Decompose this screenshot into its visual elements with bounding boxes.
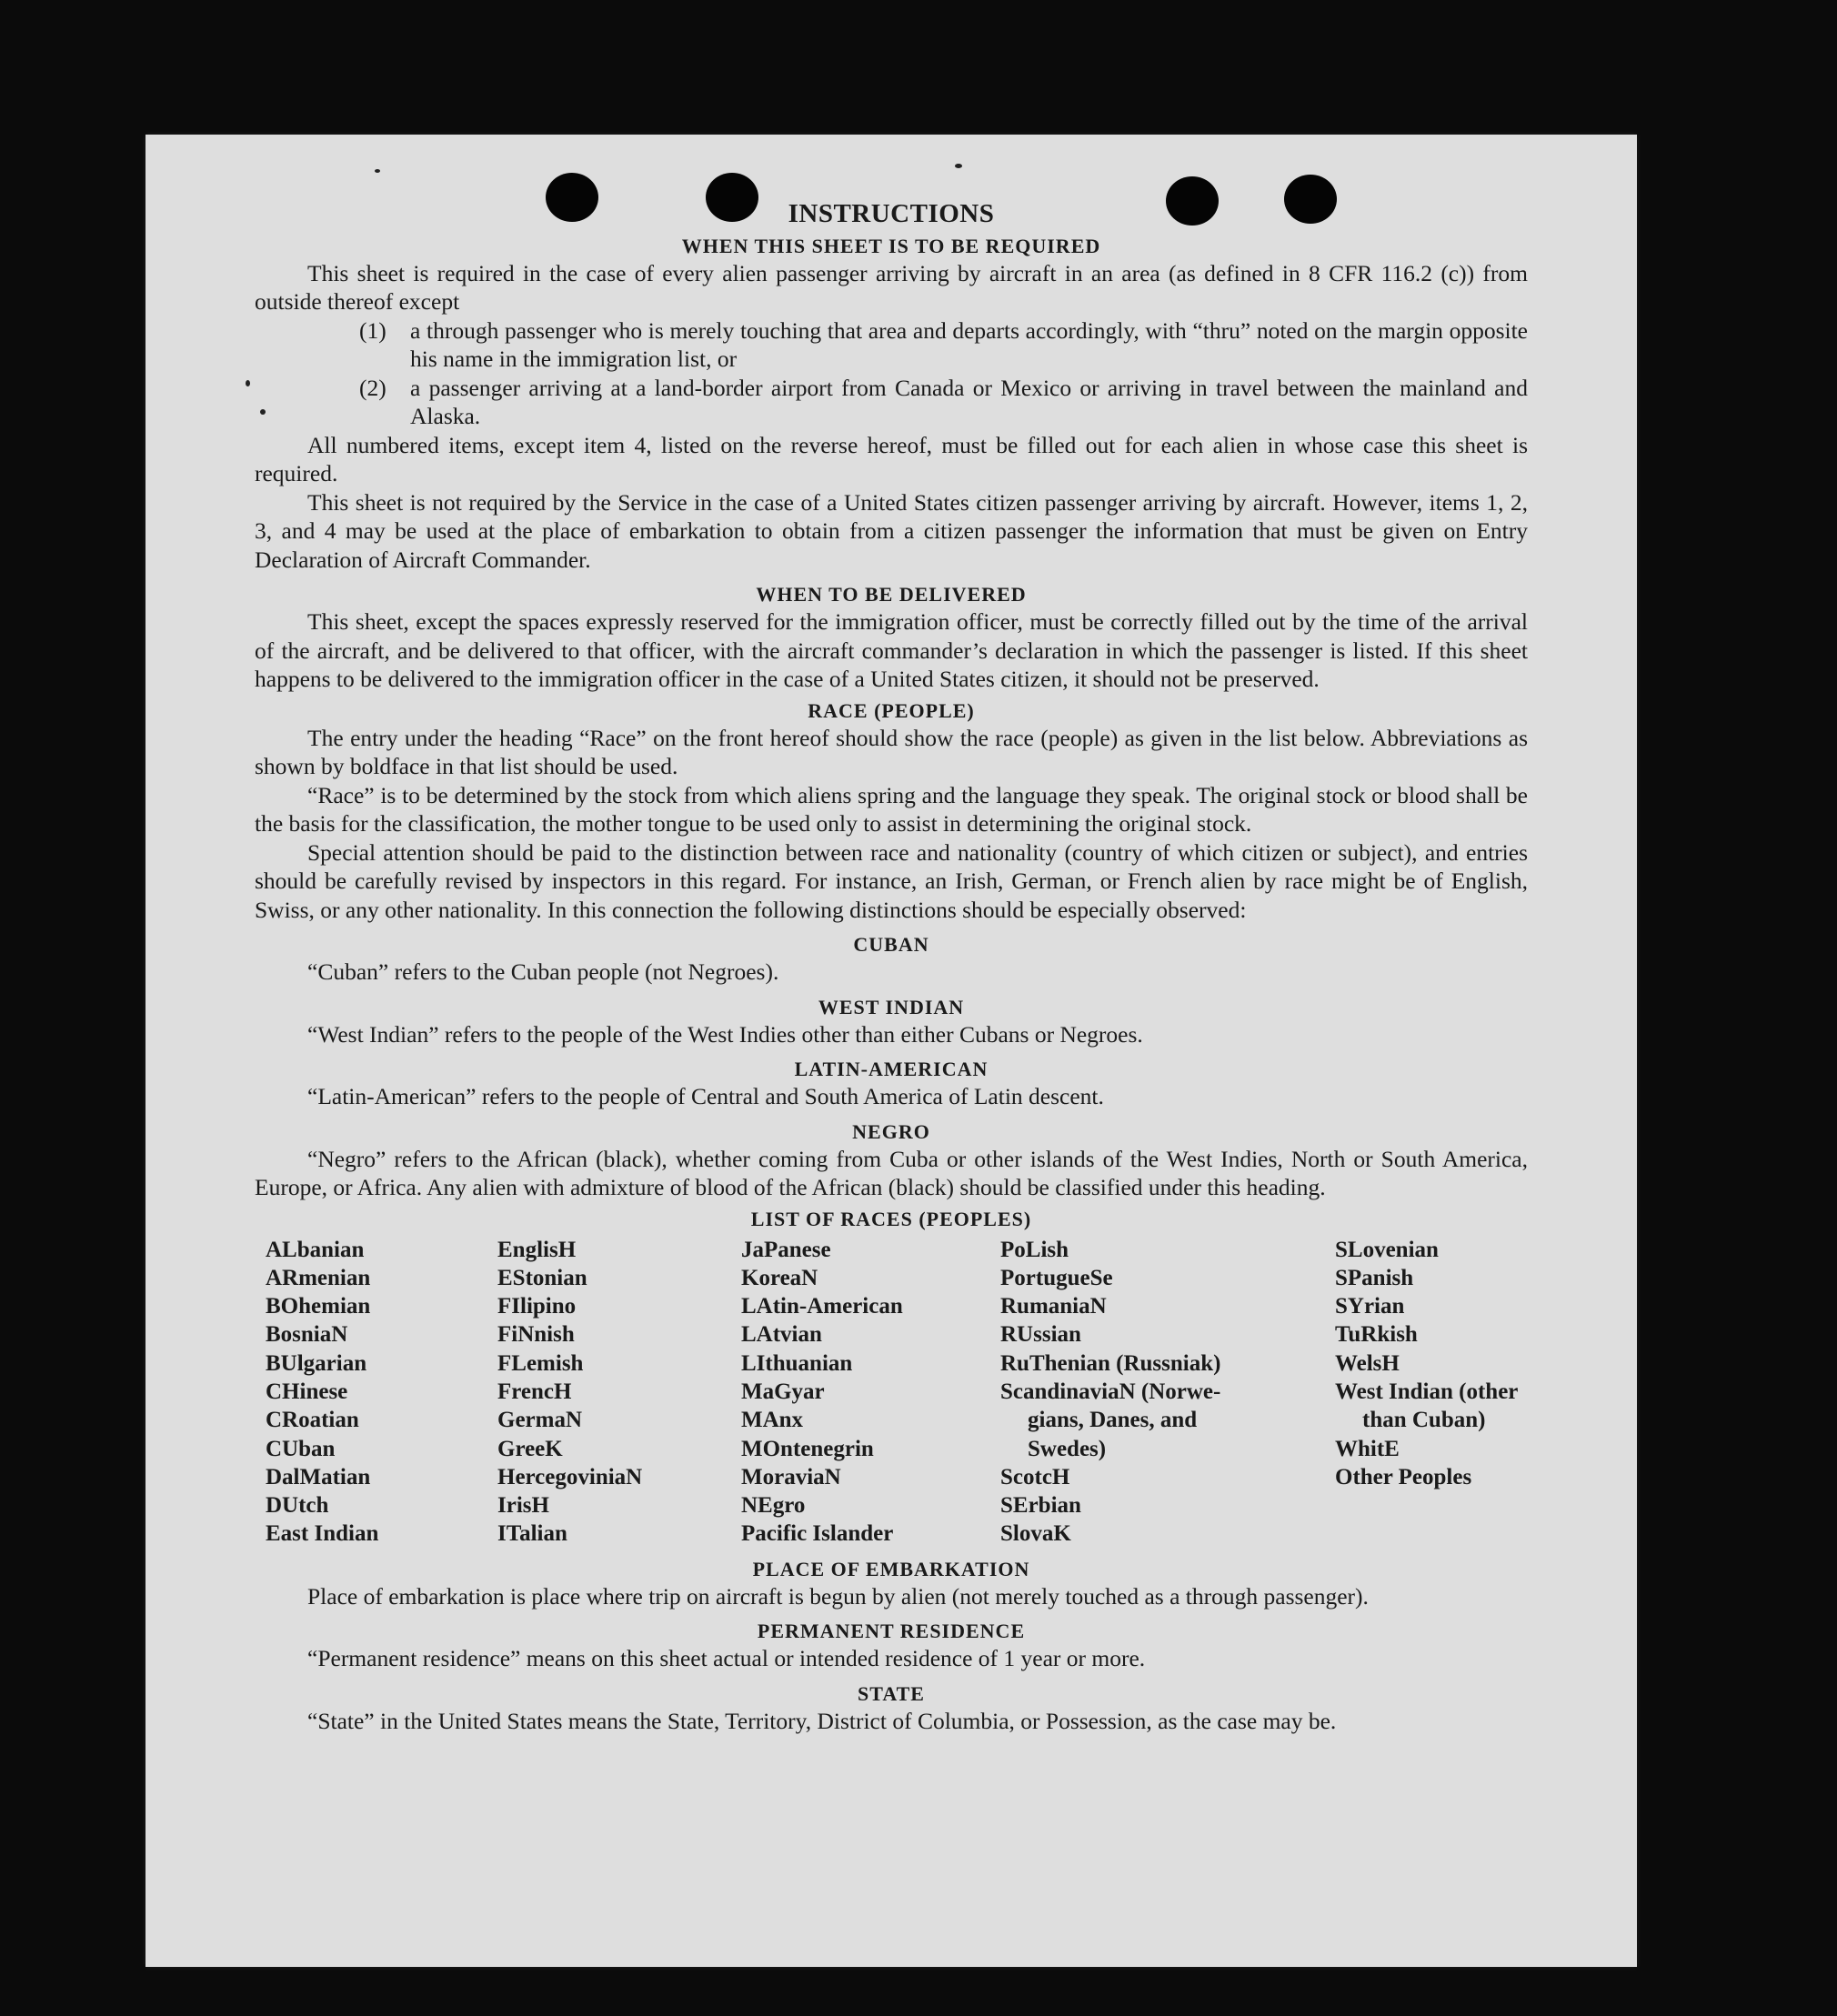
race-para3: Special attention should be paid to the distinction between race and nationality (country of which citizen or subject), and entries should be carefully revised by inspectors in this regard. For instance, an Irish, German, or French alien by race might be of English, Swiss, or any other nationality. In this connection the following distinctions should be especially observed: xyxy=(255,838,1528,923)
race-list xyxy=(266,1236,1528,1549)
race-para1: The entry under the heading “Race” on the front hereof should show the race (people) as given in the list below. Abbreviations as shown by boldface in that list should be used. xyxy=(255,724,1528,779)
race-entry: FrencH xyxy=(497,1379,572,1404)
race-entry: BOhemian xyxy=(266,1294,371,1319)
exception-item xyxy=(255,374,1528,431)
when-required-para3: This sheet is not required by the Service in the case of a United States citizen passenger arriving by aircraft. However, items 1, 2, 3, and 4 may be used at the place of embarkation to obtain from a citizen passenger the information that must be given on Entry Declaration of Aircraft Commander. xyxy=(255,488,1528,573)
race-entry: SLovenian xyxy=(1335,1237,1439,1262)
race-entry: FiNnish xyxy=(497,1322,575,1348)
race-entry: IrisH xyxy=(497,1493,549,1519)
cuban-text: “Cuban” refers to the Cuban people (not Negroes). xyxy=(307,958,779,985)
race-entry: LIthuanian xyxy=(741,1350,853,1376)
latin-american-text: “Latin-American” refers to the people of Central and South America of Latin descent. xyxy=(307,1083,1104,1109)
race-entry: FIlipino xyxy=(497,1294,577,1319)
heading-when-delivered: WHEN TO BE DELIVERED xyxy=(756,583,1027,606)
scan-speck xyxy=(246,380,250,386)
race-entry: EnglisH xyxy=(497,1237,577,1262)
heading-list-of-races: LIST OF RACES (PEOPLES) xyxy=(750,1207,1032,1230)
race-entry: DUtch xyxy=(266,1493,329,1519)
instructions-content xyxy=(255,200,1528,1735)
race-entry: EStonian xyxy=(497,1265,587,1290)
race-entry: ScandinaviaN (Norwe- xyxy=(1000,1379,1221,1404)
race-entry: FLemish xyxy=(497,1350,584,1376)
race-entry: KoreaN xyxy=(741,1265,818,1290)
race-entry: SErbian xyxy=(1000,1493,1081,1519)
state-text: “State” in the United States means the State, Territory, District of Columbia, or Possession, as the case may be. xyxy=(307,1707,1337,1734)
item-number: (2) xyxy=(359,374,386,401)
race-column xyxy=(497,1236,741,1549)
embarkation-text: Place of embarkation is place where trip on aircraft is begun by alien (not merely touched as a through passenger). xyxy=(307,1582,1369,1610)
negro-text: “Negro” refers to the African (black), whether coming from Cuba or other islands of the West Indies, North or South America, Europe, or Africa. Any alien with admixture of blood of the African (black) should be classified under this heading. xyxy=(255,1145,1528,1200)
race-entry: MAnx xyxy=(741,1408,804,1433)
race-entry-continued: gians, Danes, and xyxy=(1028,1408,1198,1433)
race-entry: ARmenian xyxy=(266,1265,371,1290)
race-entry: BUlgarian xyxy=(266,1350,367,1376)
race-entry: West Indian (other xyxy=(1335,1379,1519,1404)
page-title: INSTRUCTIONS xyxy=(788,199,995,228)
race-entry: SPanish xyxy=(1335,1265,1414,1290)
heading-latin-american: LATIN-AMERICAN xyxy=(794,1058,989,1080)
heading-permanent-residence: PERMANENT RESIDENCE xyxy=(757,1620,1026,1643)
heading-cuban: CUBAN xyxy=(853,933,929,956)
race-entry-continued: than Cuban) xyxy=(1362,1408,1486,1433)
heading-race: RACE (PEOPLE) xyxy=(808,698,975,722)
race-entry: WhitE xyxy=(1335,1436,1400,1461)
race-column xyxy=(1000,1236,1335,1549)
item-text: a passenger arriving at a land-border airport from Canada or Mexico or arriving in travel between the mainland and Alaska. xyxy=(410,374,1528,429)
race-entry: MaGyar xyxy=(741,1379,825,1404)
race-entry: Pacific Islander xyxy=(741,1521,894,1547)
race-entry: East Indian xyxy=(266,1521,379,1547)
heading-state: STATE xyxy=(858,1681,925,1705)
exception-item xyxy=(255,316,1528,374)
race-entry: DalMatian xyxy=(266,1464,371,1489)
race-entry: ScotcH xyxy=(1000,1464,1070,1489)
race-entry: LAtvian xyxy=(741,1322,822,1348)
race-para2: “Race” is to be determined by the stock from which aliens spring and the language they speak. The original stock or blood shall be the basis for the classification, the mother tongue to be used only to assist in determining the original stock. xyxy=(255,781,1528,837)
race-entry: NEgro xyxy=(741,1493,806,1519)
race-column xyxy=(266,1236,497,1549)
when-required-intro: This sheet is required in the case of every alien passenger arriving by aircraft in an area (as defined in 8 CFR 116.2 (c)) from outside thereof except xyxy=(255,259,1528,315)
race-entry: RUssian xyxy=(1000,1322,1081,1348)
heading-west-indian: WEST INDIAN xyxy=(818,995,965,1018)
race-entry: WelsH xyxy=(1335,1350,1400,1376)
race-column xyxy=(741,1236,1000,1549)
race-entry: SlovaK xyxy=(1000,1521,1071,1547)
item-text: a through passenger who is merely touching that area and departs accordingly, with “thru” noted on the margin opposite his name in the immigration list, or xyxy=(410,316,1528,372)
race-entry: RuThenian (Russniak) xyxy=(1000,1350,1221,1376)
race-entry: GreeK xyxy=(497,1436,563,1461)
scan-speck xyxy=(375,169,380,173)
heading-place-of-embarkation: PLACE OF EMBARKATION xyxy=(752,1557,1030,1580)
race-entry: SYrian xyxy=(1335,1294,1405,1319)
race-entry: MoraviaN xyxy=(741,1464,841,1489)
race-entry: LAtin-American xyxy=(741,1294,903,1319)
race-entry-continued: Swedes) xyxy=(1028,1436,1107,1461)
document-sheet xyxy=(146,135,1637,1967)
heading-negro: NEGRO xyxy=(852,1119,930,1143)
race-entry: JaPanese xyxy=(741,1237,831,1262)
race-entry: HercegoviniaN xyxy=(497,1464,643,1489)
race-entry: PortugueSe xyxy=(1000,1265,1113,1290)
race-entry: RumaniaN xyxy=(1000,1294,1107,1319)
when-required-para2: All numbered items, except item 4, listed on the reverse hereof, must be filled out for each alien in whose case this sheet is required. xyxy=(255,431,1528,486)
race-entry: CRoatian xyxy=(266,1408,359,1433)
residence-text: “Permanent residence” means on this sheet actual or intended residence of 1 year or more. xyxy=(307,1645,1146,1672)
race-entry: ITalian xyxy=(497,1521,567,1547)
race-entry: CHinese xyxy=(266,1379,348,1404)
item-number: (1) xyxy=(359,316,386,344)
race-column xyxy=(1335,1236,1558,1549)
race-entry: TuRkish xyxy=(1335,1322,1418,1348)
when-delivered-text: This sheet, except the spaces expressly reserved for the immigration officer, must be correctly filled out by the time of the arrival of the aircraft, and be delivered to that officer, with the aircraft commander’s declaration in which the passenger is listed. If this sheet happens to be delivered to the immigration officer in the case of a United States citizen, it should not be preserved. xyxy=(255,608,1528,692)
race-entry: PoLish xyxy=(1000,1237,1069,1262)
heading-when-required: WHEN THIS SHEET IS TO BE REQUIRED xyxy=(681,234,1101,257)
race-entry: Other Peoples xyxy=(1335,1464,1472,1489)
race-entry: MOntenegrin xyxy=(741,1436,874,1461)
race-entry: GermaN xyxy=(497,1408,583,1433)
west-indian-text: “West Indian” refers to the people of the West Indies other than either Cubans or Negroes. xyxy=(307,1020,1143,1048)
race-entry: CUban xyxy=(266,1436,336,1461)
scan-speck xyxy=(955,164,962,168)
race-entry: BosniaN xyxy=(266,1322,348,1348)
race-entry: ALbanian xyxy=(266,1237,365,1262)
